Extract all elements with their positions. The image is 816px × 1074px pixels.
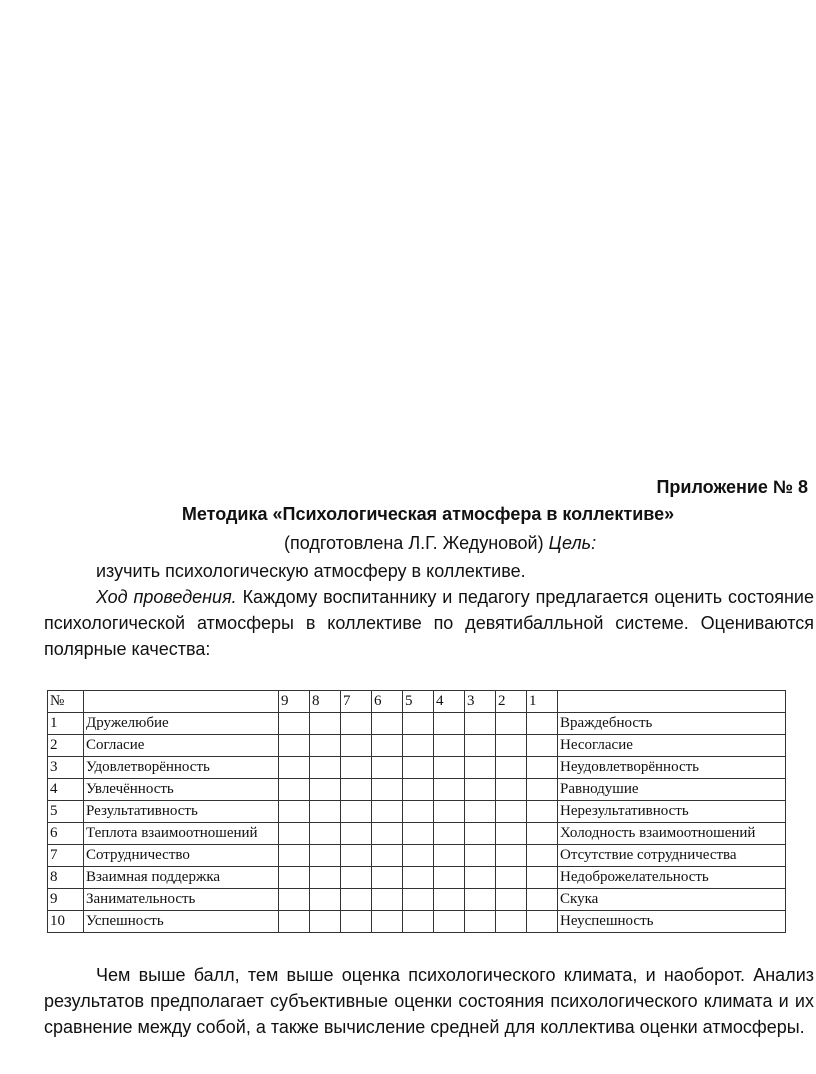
table-row [48, 757, 786, 779]
positive-quality: Взаимная поддержка [84, 867, 279, 889]
goal-text: изучить психологическую атмосферу в коллективе. [96, 561, 526, 581]
header-score-2: 2 [496, 691, 527, 713]
positive-quality: Занимательность [84, 889, 279, 911]
score-cell[interactable] [279, 845, 310, 867]
header-score-4: 4 [434, 691, 465, 713]
header-positive [84, 691, 279, 713]
score-cell[interactable] [527, 757, 558, 779]
score-cell[interactable] [527, 735, 558, 757]
score-cell[interactable] [310, 911, 341, 933]
score-cell[interactable] [496, 757, 527, 779]
negative-quality: Холодность взаимоотношений [558, 823, 786, 845]
row-number: 9 [48, 889, 84, 911]
header-score-9: 9 [279, 691, 310, 713]
score-cell[interactable] [465, 801, 496, 823]
score-cell[interactable] [434, 801, 465, 823]
score-cell[interactable] [341, 911, 372, 933]
procedure-label: Ход проведения. [96, 587, 237, 607]
score-cell[interactable] [527, 801, 558, 823]
method-title: Методика «Психологическая атмосфера в коллективе» [181, 504, 675, 524]
score-cell[interactable] [434, 779, 465, 801]
conclusion-paragraph: Чем выше балл, тем выше оценка психологического климата, и наоборот. Анализ результатов предполагает субъективные оценки состояния психологического климата и их сравнение между собой, а также вычисление средней для коллектива оценки атмосферы. [44, 965, 814, 1037]
score-cell[interactable] [310, 735, 341, 757]
score-cell[interactable] [465, 845, 496, 867]
row-number: 8 [48, 867, 84, 889]
negative-quality: Неудовлетворённость [558, 757, 786, 779]
score-cell[interactable] [434, 845, 465, 867]
negative-quality: Враждебность [558, 713, 786, 735]
score-cell[interactable] [310, 823, 341, 845]
intro-line [284, 530, 804, 556]
score-cell[interactable] [434, 713, 465, 735]
score-cell[interactable] [496, 735, 527, 757]
score-cell[interactable] [310, 845, 341, 867]
table-row [48, 713, 786, 735]
score-cell[interactable] [279, 889, 310, 911]
score-cell[interactable] [465, 889, 496, 911]
score-cell[interactable] [372, 801, 403, 823]
row-number: 2 [48, 735, 84, 757]
score-cell[interactable] [465, 911, 496, 933]
score-cell[interactable] [403, 911, 434, 933]
score-cell[interactable] [341, 867, 372, 889]
score-cell[interactable] [403, 845, 434, 867]
score-cell[interactable] [341, 779, 372, 801]
score-cell[interactable] [403, 867, 434, 889]
positive-quality: Сотрудничество [84, 845, 279, 867]
score-cell[interactable] [372, 823, 403, 845]
score-cell[interactable] [341, 823, 372, 845]
positive-quality: Удовлетворённость [84, 757, 279, 779]
score-cell[interactable] [341, 713, 372, 735]
table-row [48, 735, 786, 757]
score-cell[interactable] [341, 801, 372, 823]
score-cell[interactable] [279, 911, 310, 933]
score-cell[interactable] [434, 735, 465, 757]
score-cell[interactable] [527, 889, 558, 911]
header-score-7: 7 [341, 691, 372, 713]
positive-quality: Теплота взаимоотношений [84, 823, 279, 845]
score-cell[interactable] [434, 757, 465, 779]
header-score-5: 5 [403, 691, 434, 713]
header-score-1: 1 [527, 691, 558, 713]
score-cell[interactable] [403, 735, 434, 757]
header-score-8: 8 [310, 691, 341, 713]
score-cell[interactable] [496, 823, 527, 845]
score-cell[interactable] [403, 801, 434, 823]
table-row [48, 779, 786, 801]
score-cell[interactable] [496, 779, 527, 801]
score-cell[interactable] [310, 801, 341, 823]
score-cell[interactable] [496, 867, 527, 889]
negative-quality: Скука [558, 889, 786, 911]
score-cell[interactable] [434, 889, 465, 911]
score-cell[interactable] [341, 735, 372, 757]
score-cell[interactable] [372, 713, 403, 735]
score-cell[interactable] [496, 713, 527, 735]
score-cell[interactable] [527, 845, 558, 867]
score-cell[interactable] [496, 845, 527, 867]
score-cell[interactable] [310, 713, 341, 735]
table-header-row [48, 691, 786, 713]
score-cell[interactable] [279, 735, 310, 757]
appendix-label: Приложение № 8 [656, 477, 808, 497]
score-cell[interactable] [279, 801, 310, 823]
score-cell[interactable] [434, 867, 465, 889]
score-cell[interactable] [403, 713, 434, 735]
score-cell[interactable] [434, 911, 465, 933]
positive-quality: Согласие [84, 735, 279, 757]
author-note: (подготовлена Л.Г. Жедуновой) [284, 533, 549, 553]
score-cell[interactable] [527, 779, 558, 801]
score-cell[interactable] [279, 823, 310, 845]
rating-table [47, 690, 786, 933]
table-row [48, 801, 786, 823]
score-cell[interactable] [372, 911, 403, 933]
row-number: 4 [48, 779, 84, 801]
procedure-text: Каждому воспитаннику и педагогу предлагается оценить состояние психологической атмосферы в коллективе по девятибалльной системе. Оцениваются полярные качества: [44, 587, 814, 659]
score-cell[interactable] [341, 757, 372, 779]
goal-label: Цель: [548, 533, 597, 553]
negative-quality: Нерезультативность [558, 801, 786, 823]
header-score-3: 3 [465, 691, 496, 713]
score-cell[interactable] [465, 867, 496, 889]
table-row [48, 867, 786, 889]
table-row [48, 823, 786, 845]
table-row [48, 889, 786, 911]
score-cell[interactable] [527, 713, 558, 735]
row-number: 10 [48, 911, 84, 933]
score-cell[interactable] [279, 757, 310, 779]
score-cell[interactable] [496, 889, 527, 911]
score-cell[interactable] [465, 713, 496, 735]
score-cell[interactable] [372, 735, 403, 757]
score-cell[interactable] [527, 867, 558, 889]
score-cell[interactable] [341, 889, 372, 911]
positive-quality: Результативность [84, 801, 279, 823]
score-cell[interactable] [403, 889, 434, 911]
score-cell[interactable] [527, 823, 558, 845]
score-cell[interactable] [403, 757, 434, 779]
negative-quality: Недоброжелательность [558, 867, 786, 889]
score-cell[interactable] [465, 757, 496, 779]
score-cell[interactable] [465, 823, 496, 845]
score-cell[interactable] [434, 823, 465, 845]
score-cell[interactable] [465, 779, 496, 801]
procedure-paragraph [44, 584, 814, 662]
row-number: 3 [48, 757, 84, 779]
score-cell[interactable] [310, 889, 341, 911]
negative-quality: Отсутствие сотрудничества [558, 845, 786, 867]
score-cell[interactable] [310, 757, 341, 779]
score-cell[interactable] [403, 823, 434, 845]
score-cell[interactable] [279, 713, 310, 735]
table-row [48, 845, 786, 867]
header-num: № [48, 691, 84, 713]
negative-quality: Несогласие [558, 735, 786, 757]
score-cell[interactable] [403, 779, 434, 801]
score-cell[interactable] [465, 735, 496, 757]
score-cell[interactable] [372, 779, 403, 801]
header-negative [558, 691, 786, 713]
row-number: 6 [48, 823, 84, 845]
score-cell[interactable] [279, 779, 310, 801]
score-cell[interactable] [527, 911, 558, 933]
header-score-6: 6 [372, 691, 403, 713]
score-cell[interactable] [372, 867, 403, 889]
positive-quality: Дружелюбие [84, 713, 279, 735]
positive-quality: Увлечённость [84, 779, 279, 801]
score-cell[interactable] [372, 889, 403, 911]
negative-quality: Равнодушие [558, 779, 786, 801]
score-cell[interactable] [372, 757, 403, 779]
score-cell[interactable] [496, 911, 527, 933]
row-number: 1 [48, 713, 84, 735]
score-cell[interactable] [310, 867, 341, 889]
score-cell[interactable] [341, 845, 372, 867]
positive-quality: Успешность [84, 911, 279, 933]
row-number: 5 [48, 801, 84, 823]
row-number: 7 [48, 845, 84, 867]
negative-quality: Неуспешность [558, 911, 786, 933]
score-cell[interactable] [279, 867, 310, 889]
table-row [48, 911, 786, 933]
score-cell[interactable] [310, 779, 341, 801]
score-cell[interactable] [372, 845, 403, 867]
score-cell[interactable] [496, 801, 527, 823]
